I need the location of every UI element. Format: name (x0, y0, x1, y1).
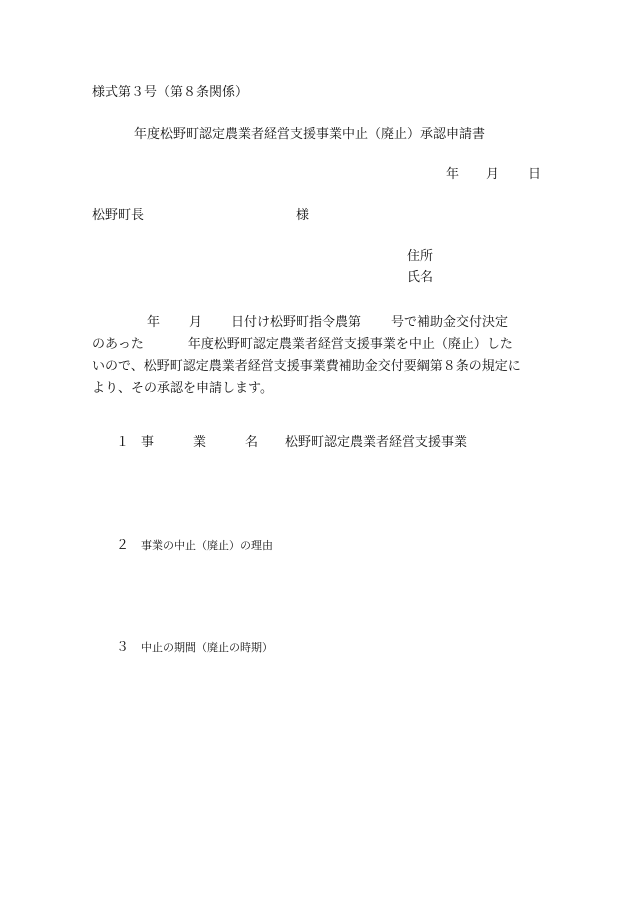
body-decision: 号で補助金交付決定 (391, 315, 509, 330)
item-1-label-char-3: 名 (245, 435, 259, 450)
item-3-label: 中止の期間（廃止の時期） (141, 641, 273, 654)
document-title: 年度松野町認定農業者経営支援事業中止（廃止）承認申請書 (134, 127, 486, 142)
item-3-number: ３ (116, 640, 130, 655)
body-reference: 日付け松野町指令農第 (231, 315, 362, 330)
body-year: 年 (147, 315, 161, 330)
item-2-label: 事業の中止（廃止）の理由 (141, 539, 273, 552)
addressee-name: 松野町長 (92, 208, 145, 223)
item-2-number: ２ (116, 538, 130, 553)
body-line-2-rest: 年度松野町認定農業者経営支援事業を中止（廃止）した (187, 337, 513, 352)
date-day: 日 (528, 167, 542, 182)
body-line-1 (92, 312, 544, 334)
body-line-3: いので、松野町認定農業者経営支援事業費補助金交付要綱第８条の規定に (92, 359, 521, 374)
body-line-2-start: のあった (92, 337, 144, 352)
item-1-label-char-2: 業 (193, 435, 207, 450)
form-label: 様式第３号（第８条関係） (92, 85, 249, 100)
body-month: 月 (189, 315, 203, 330)
applicant-address-label: 住所 (407, 249, 434, 264)
body-paragraph (92, 312, 544, 400)
applicant-name-label: 氏名 (407, 270, 434, 285)
body-line-2 (92, 334, 544, 356)
date-year: 年 (446, 167, 460, 182)
item-1-label-char-1: 事 (141, 435, 155, 450)
item-1-value: 松野町認定農業者経営支援事業 (285, 435, 468, 450)
item-1-number: １ (116, 435, 130, 450)
date-month: 月 (486, 167, 500, 182)
body-line-4: より、その承認を申請します。 (92, 381, 273, 396)
addressee-honorific: 様 (296, 208, 310, 223)
